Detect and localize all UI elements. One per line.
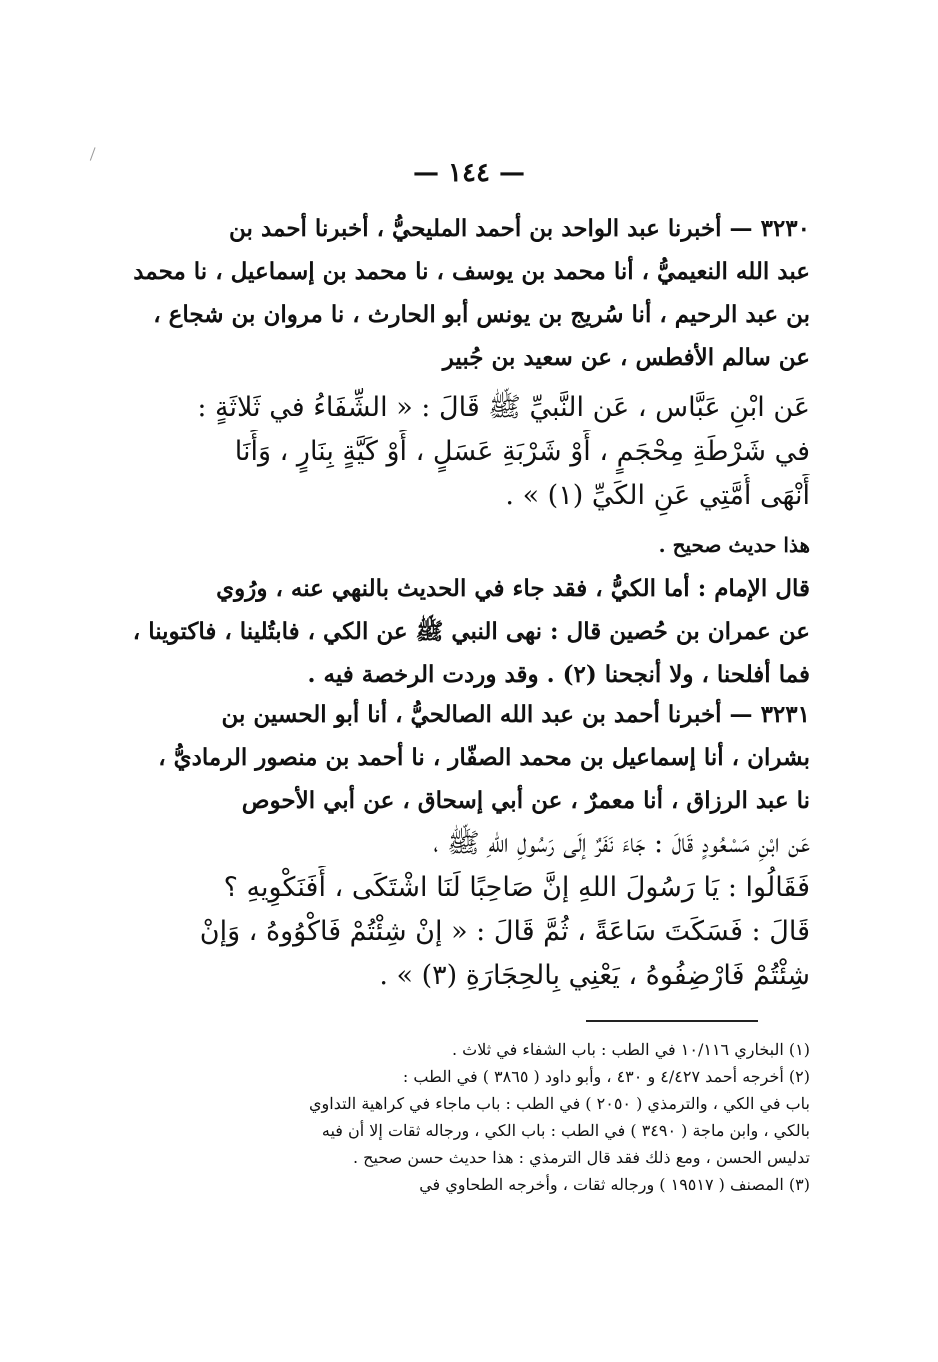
isnad-line: نا عبد الرزاق ، أنا معمرٌ ، عن أبي إسحاق ، عن أبي الأحوص: [241, 787, 810, 814]
isnad-line: بن عبد الرحيم ، أنا سُريج بن يونس أبو الحارث ، نا مروان بن شجاع ،: [153, 301, 810, 328]
comment-line: عن عمران بن حُصين قال : نهى النبي ﷺ عن الكي ، فابتُلينا ، فاكتوينا ،: [132, 618, 810, 645]
isnad-line: بشران ، أنا إسماعيل بن محمد الصفّار ، نا أحمد بن منصور الرماديُّ ،: [158, 744, 810, 771]
hadith-3231-isnad: [130, 693, 810, 822]
hadith-3230-isnad: [130, 207, 810, 379]
page-number: — ١٤٤ —: [412, 158, 526, 188]
isnad-line: ٣٢٣١ — أخبرنا أحمد بن عبد الله الصالحيُّ ، أنا أبو الحسين بن: [221, 701, 810, 728]
matn-line: في شَرْطَةِ مِحْجَمٍ ، أَوْ شَرْبَةِ عَسَلٍ ، أَوْ كَيَّةٍ بِنَارٍ ، وَأَنَا: [234, 436, 810, 467]
footnote-line: بالكي ، وابن ماجة ( ٣٤٩٠ ) في الطب : باب الكي ، ورجاله ثقات إلا أن فيه: [321, 1121, 810, 1140]
isnad-line: ٣٢٣٠ — أخبرنا عبد الواحد بن أحمد المليحيُّ ، أخبرنا أحمد بن: [229, 215, 810, 242]
footnote-divider: [586, 1020, 758, 1022]
footnote-line: (٢) أخرجه أحمد ٤/٤٢٧ و ٤٣٠ ، وأبو داود ( ٣٨٦٥ ) في الطب :: [402, 1067, 810, 1086]
grade-line: هذا حديث صحيح .: [658, 533, 810, 557]
matn-line: عَن ابْنِ مَسْعُودٍ قَالَ : جَاءَ نَفَرٌ إلَى رَسُولِ اللهِ ﷺ ،: [433, 828, 810, 859]
comment-line: قال الإمام : أما الكيُّ ، فقد جاء في الحديث بالنهي عنه ، ورُوي: [216, 575, 810, 602]
matn-line: فَقَالُوا : يَا رَسُولَ اللهِ إنَّ صَاحِبًا لَنَا اشْتَكَى ، أَفَنَكْوِيهِ ؟: [223, 872, 810, 903]
matn-line: أَنْهَى أُمَّتِي عَنِ الكَيِّ (١) » .: [505, 480, 810, 511]
footnote-line: تدليس الحسن ، ومع ذلك فقد قال الترمذي : هذا حديث حسن صحيح .: [352, 1148, 810, 1167]
footnote-line: باب في الكي ، والترمذي ( ٢٠٥٠ ) في الطب : باب ماجاء في كراهية التداوي: [309, 1094, 810, 1113]
footnote-line: (١) البخاري ١٠/١١٦ في الطب : باب الشفاء في ثلاث .: [451, 1040, 810, 1059]
matn-line: عَن ابْنِ عَبَّاس ، عَن النَّبيِّ ﷺ قَالَ : « الشِّفَاءُ في ثَلاثَةٍ :: [197, 392, 810, 423]
hadith-3231-matn: [130, 822, 810, 998]
matn-line: شِئْتُمْ فَارْضِفُوهُ ، يَعْنِي بِالحِجَارَةِ (٣) » .: [379, 960, 810, 991]
matn-line: قَالَ : فَسَكَتَ سَاعَةً ، ثُمَّ قَالَ : « إنْ شِئْتُمْ فَاكْوُوهُ ، وَإنْ: [199, 916, 810, 947]
isnad-line: عن سالم الأفطس ، عن سعيد بن جُبير: [442, 344, 810, 371]
hadith-3230-grade: [130, 530, 810, 560]
footnote-line: (٣) المصنف ( ١٩٥١٧ ) ورجاله ثقات ، وأخرجه الطحاوي في: [419, 1175, 810, 1194]
imam-comment: [130, 567, 810, 696]
comment-line: فما أفلحنا ، ولا أنجحنا (٢) . وقد وردت الرخصة فيه .: [307, 661, 810, 688]
footnotes: [130, 1036, 810, 1198]
isnad-line: عبد الله النعيميُّ ، أنا محمد بن يوسف ، نا محمد بن إسماعيل ، نا محمد: [133, 258, 810, 285]
hadith-3230-matn: [130, 386, 810, 518]
